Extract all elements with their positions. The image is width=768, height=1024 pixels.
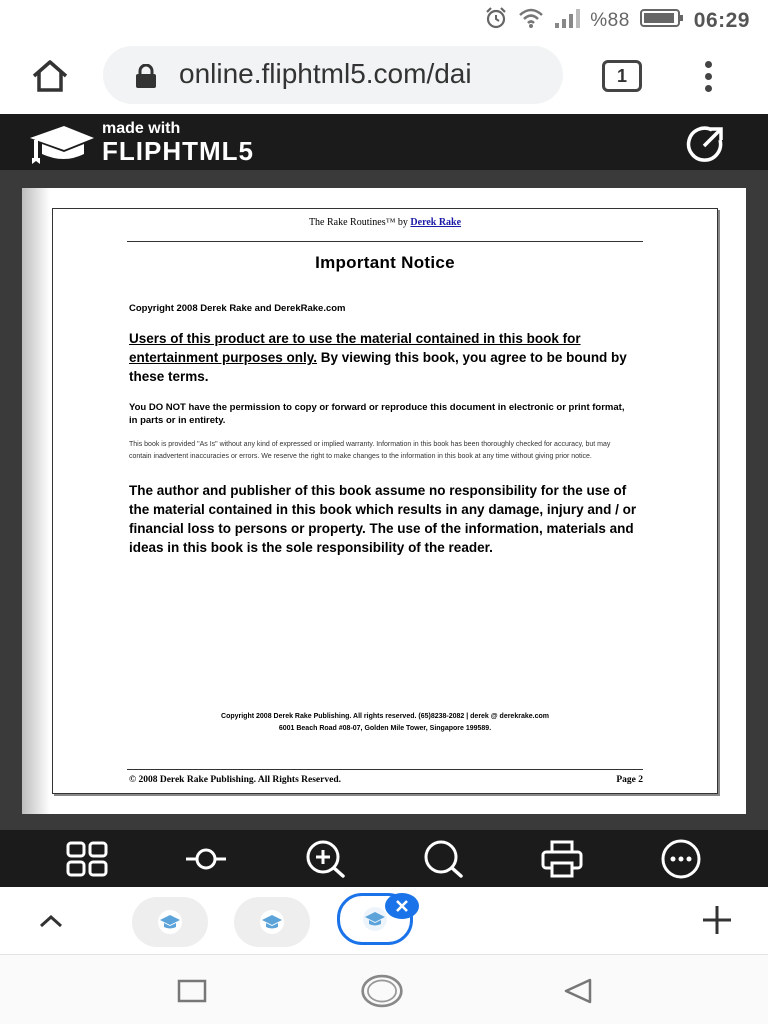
square-icon bbox=[176, 978, 208, 1004]
chevron-up-icon bbox=[36, 909, 66, 933]
battery-percent: %88 bbox=[590, 9, 630, 31]
circle-icon bbox=[360, 971, 404, 1011]
publisher-info-line1: Copyright 2008 Derek Rake Publishing. All rights reserved. (65)8238-2082 | derek @ derekrake.com bbox=[221, 713, 549, 720]
tab-count: 1 bbox=[616, 65, 627, 86]
liability-paragraph: The author and publisher of this book assume no responsibility for the use of the material contained in this book which results in any damage, injury and / or financial loss to persons or property. The use of the information, materials and ideas in this book is the sole responsibility of the reader. bbox=[129, 483, 637, 555]
author-link[interactable]: Derek Rake bbox=[410, 217, 462, 228]
graduation-cap-icon bbox=[26, 120, 96, 166]
url-text[interactable]: online.fliphtml5.com/dai bbox=[179, 58, 472, 89]
grid-icon bbox=[65, 841, 109, 877]
browser-toolbar bbox=[0, 38, 768, 114]
wifi-icon bbox=[518, 7, 544, 34]
permission-paragraph: You DO NOT have the permission to copy or forward or reproduce this document in electronic or print format, in parts or in entirety. bbox=[129, 402, 625, 426]
terms-paragraph bbox=[129, 329, 645, 386]
publisher-info-line2: 6001 Beach Road #08-07, Golden Mile Tower, Singapore 199589. bbox=[278, 725, 492, 732]
more-icon bbox=[659, 839, 703, 879]
viewer-header bbox=[0, 114, 768, 170]
new-tab-button[interactable] bbox=[700, 903, 734, 937]
document-title: Important Notice bbox=[315, 253, 455, 272]
page-spine-shadow bbox=[22, 188, 50, 814]
clock: 06:29 bbox=[693, 8, 750, 32]
share-icon bbox=[682, 124, 726, 164]
thumbnails-button[interactable] bbox=[65, 837, 109, 881]
close-icon bbox=[395, 899, 409, 913]
footer-copyright: © 2008 Derek Rake Publishing. All Rights Reserved. bbox=[129, 775, 341, 785]
publisher-info bbox=[53, 711, 717, 735]
home-button[interactable] bbox=[28, 56, 72, 96]
book-page[interactable] bbox=[22, 188, 746, 814]
copyright-line: Copyright 2008 Derek Rake and DerekRake.com bbox=[129, 303, 346, 314]
tab-thumbnail[interactable] bbox=[132, 897, 208, 947]
search-icon bbox=[421, 839, 465, 879]
autoflip-icon bbox=[184, 844, 228, 874]
print-icon bbox=[540, 839, 584, 879]
search-button[interactable] bbox=[421, 837, 465, 881]
warranty-paragraph: This book is provided "As Is" without any kind of expressed or implied warranty. Information in this book has been thoroughly checked for accuracy, but may contain inadvertent inaccuracies or errors. We reserve the right to make changes to the information in this book at any time without giving prior notice. bbox=[129, 441, 611, 460]
battery-icon bbox=[640, 8, 684, 33]
document-page bbox=[52, 208, 718, 794]
close-tab-button[interactable] bbox=[385, 893, 419, 919]
alarm-icon bbox=[484, 6, 508, 35]
footer-divider bbox=[127, 769, 643, 770]
terms-underlined: Users of this product are to use the material contained in this book for entertainment purposes only. bbox=[129, 331, 581, 365]
fliphtml5-logo[interactable] bbox=[26, 120, 326, 166]
viewer-toolbar bbox=[0, 830, 768, 887]
header-divider bbox=[127, 241, 643, 242]
plus-icon bbox=[700, 903, 734, 937]
fliphtml5-favicon-icon bbox=[152, 909, 188, 935]
tab-switcher-button[interactable] bbox=[602, 60, 642, 92]
header-prefix: The Rake Routines™ by bbox=[308, 217, 411, 228]
flipbook-viewer bbox=[0, 114, 768, 887]
tab-thumbnail[interactable] bbox=[234, 897, 310, 947]
status-bar bbox=[0, 0, 768, 38]
home-nav-button[interactable] bbox=[360, 971, 404, 1011]
system-navigation-bar bbox=[0, 955, 768, 1024]
more-vert-icon[interactable] bbox=[693, 52, 723, 100]
share-button[interactable] bbox=[682, 124, 726, 164]
print-button[interactable] bbox=[540, 837, 584, 881]
logo-brand: FLIPHTML5 bbox=[102, 136, 254, 166]
document-running-header bbox=[53, 217, 717, 228]
page-number: Page 2 bbox=[616, 775, 643, 785]
autoflip-button[interactable] bbox=[184, 837, 228, 881]
logo-made-with: made with bbox=[102, 120, 181, 137]
back-button[interactable] bbox=[556, 971, 600, 1011]
more-options-button[interactable] bbox=[659, 837, 703, 881]
zoom-in-button[interactable] bbox=[303, 837, 347, 881]
tab-strip bbox=[0, 887, 768, 955]
signal-icon bbox=[554, 8, 580, 33]
address-bar[interactable] bbox=[103, 46, 563, 104]
recents-button[interactable] bbox=[170, 971, 214, 1011]
back-triangle-icon bbox=[560, 976, 596, 1006]
zoom-in-icon bbox=[303, 839, 347, 879]
lock-icon bbox=[133, 64, 159, 88]
terms-rest: By viewing this book, you agree to be bound by these terms. bbox=[129, 350, 627, 384]
status-icons bbox=[484, 6, 750, 35]
expand-tabs-button[interactable] bbox=[36, 909, 66, 933]
home-icon bbox=[28, 56, 72, 96]
fliphtml5-favicon-icon bbox=[254, 909, 290, 935]
